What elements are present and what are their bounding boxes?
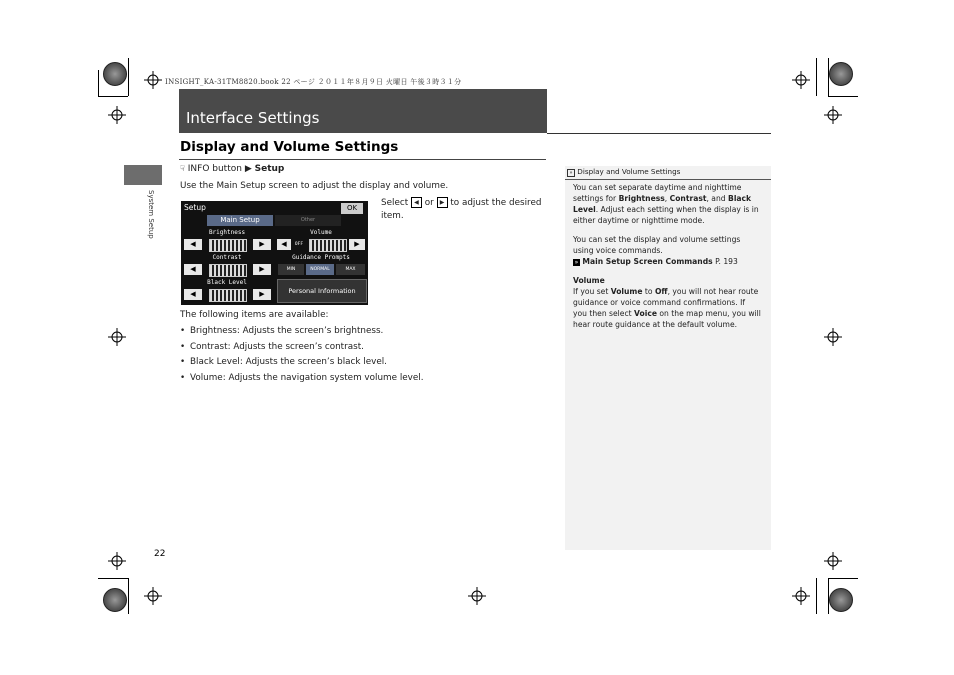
section-rule	[179, 159, 546, 160]
link-icon: »	[574, 259, 579, 266]
crosshair-icon	[108, 106, 126, 124]
registration-circle-icon	[103, 62, 127, 86]
list-item: • Brightness: Adjusts the screen’s brightness.	[180, 326, 384, 336]
list-item: • Black Level: Adjusts the screen’s black level.	[180, 357, 387, 367]
left-arrow-icon: ◀	[184, 264, 202, 275]
side-note-volume: Volume If you set Volume to Off, you will not hear route guidance or voice command confirmations. If you then select Voice on the map menu, you will hear route guidance at the default volume.	[573, 276, 761, 329]
nav-path	[180, 164, 284, 174]
list-item: • Contrast: Adjusts the screen’s contrast.	[180, 342, 364, 352]
select-instruction: Select ◀ or ▶ to adjust the desired item.	[381, 198, 542, 221]
page-number: 22	[154, 549, 166, 559]
hand-icon: ☟	[180, 164, 185, 173]
right-arrow-icon: ▶	[253, 289, 271, 300]
contrast-bar	[209, 264, 247, 277]
registration-circle-icon	[829, 588, 853, 612]
side-note-rule	[565, 179, 771, 180]
crosshair-icon	[108, 552, 126, 570]
black-level-bar	[209, 289, 247, 302]
crosshair-icon	[824, 106, 842, 124]
min-button: MIN	[278, 264, 304, 275]
arrow-icon: ▶	[244, 164, 252, 174]
volume-bar	[309, 239, 347, 252]
note-icon: »	[567, 169, 575, 177]
tab-main-setup: Main Setup	[207, 215, 273, 226]
registration-circle-icon	[829, 62, 853, 86]
intro-text: Use the Main Setup screen to adjust the display and volume.	[180, 181, 449, 191]
side-note-heading: » Display and Volume Settings	[567, 167, 680, 177]
right-arrow-icon: ▶	[349, 239, 365, 250]
brightness-label: Brightness	[208, 229, 246, 236]
chapter-tab	[124, 165, 162, 185]
nav-prefix: INFO button	[187, 164, 242, 174]
registration-circle-icon	[103, 588, 127, 612]
volume-off-label: OFF	[294, 242, 304, 247]
ok-button: OK	[341, 203, 363, 214]
side-note-p1: You can set separate daytime and nighttime settings for Brightness, Contrast, and Black Level. Adjust each setting when the display is in either daytime or nighttime mode.	[573, 183, 759, 225]
list-item: • Volume: Adjusts the navigation system volume level.	[180, 373, 424, 383]
chapter-label: System Setup	[147, 190, 155, 239]
right-arrow-icon: ▶	[437, 197, 448, 208]
page-title: Interface Settings	[186, 109, 320, 127]
left-arrow-icon: ◀	[277, 239, 291, 250]
normal-button: NORMAL	[306, 264, 334, 275]
brightness-bar	[209, 239, 247, 252]
personal-info-button: Personal Information	[277, 279, 367, 303]
setup-screen-image	[181, 201, 368, 305]
crosshair-icon	[468, 587, 486, 605]
crosshair-icon	[824, 328, 842, 346]
right-arrow-icon: ▶	[253, 239, 271, 250]
book-header: INSIGHT_KA-31TM8820.book 22 ページ ２０１１年８月９日 火曜日 午後３時３１分	[165, 78, 462, 86]
title-rule	[547, 133, 771, 134]
cross-reference-link[interactable]: Main Setup Screen Commands	[582, 257, 713, 266]
section-title: Display and Volume Settings	[180, 139, 399, 155]
screen-header: Setup	[184, 203, 206, 212]
nav-target: Setup	[254, 164, 285, 174]
crosshair-icon	[144, 71, 162, 89]
crosshair-icon	[792, 71, 810, 89]
right-arrow-icon: ▶	[253, 264, 271, 275]
available-intro: The following items are available:	[180, 310, 329, 320]
tab-other: Other	[275, 215, 341, 226]
contrast-label: Contrast	[212, 254, 242, 261]
guidance-label: Guidance Prompts	[292, 254, 350, 261]
max-button: MAX	[336, 264, 365, 275]
crosshair-icon	[108, 328, 126, 346]
crosshair-icon	[792, 587, 810, 605]
left-arrow-icon: ◀	[411, 197, 422, 208]
crosshair-icon	[144, 587, 162, 605]
volume-label: Volume	[310, 229, 332, 236]
crosshair-icon	[824, 552, 842, 570]
black-level-label: Black Level	[207, 279, 247, 286]
left-arrow-icon: ◀	[184, 239, 202, 250]
left-arrow-icon: ◀	[184, 289, 202, 300]
side-note-p2: You can set the display and volume settings using voice commands. » Main Setup Screen Commands P. 193	[573, 235, 741, 266]
